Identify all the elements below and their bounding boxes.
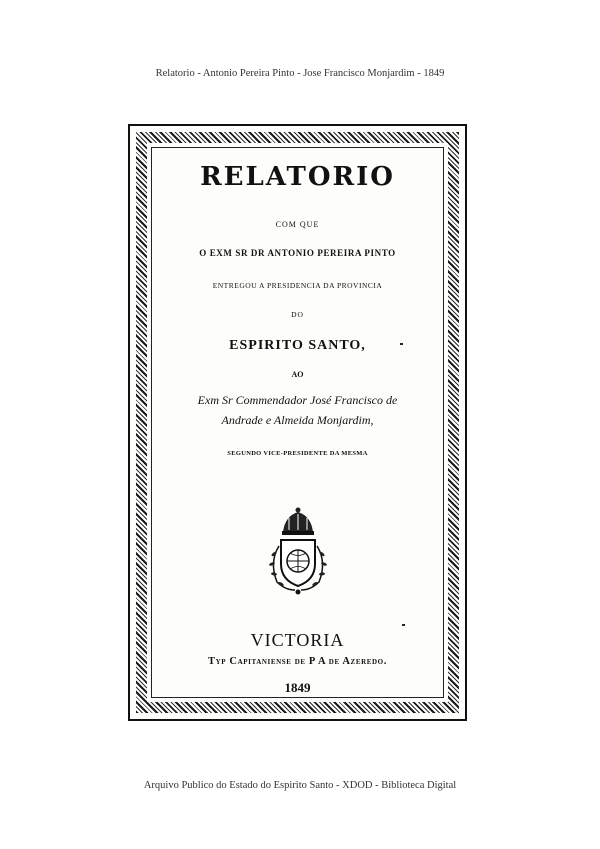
com-que-text: COM QUE	[275, 220, 320, 229]
publication-year: 1849	[284, 680, 311, 695]
document-title: RELATORIO	[200, 162, 395, 192]
page-footer: Arquivo Publico do Estado do Espirito Santo - XDOD - Biblioteca Digital	[143, 780, 457, 791]
vice-president-line: SEGUNDO VICE-PRESIDENTE DA MESMA	[227, 450, 368, 457]
imperial-coat-of-arms-icon	[263, 506, 333, 598]
entregou-line: ENTREGOU A PRESIDENCIA DA PROVINCIA	[212, 281, 383, 290]
ao-text: AO	[291, 370, 304, 379]
printer-line: Typ Capitaniense de P A de Azeredo.	[208, 656, 387, 667]
author-name-line: O EXM SR DR ANTONIO PEREIRA PINTO	[199, 248, 396, 258]
ink-speck	[400, 343, 403, 345]
title-page-frame	[128, 124, 467, 721]
addressee-line-1: Exm Sr Commendador José Francisco de	[197, 393, 398, 407]
do-text: DO	[291, 310, 304, 319]
addressee-line-2: Andrade e Almeida Monjardim,	[221, 413, 374, 427]
title-page-content	[152, 148, 443, 697]
province-name: ESPIRITO SANTO,	[229, 338, 366, 353]
ink-speck	[402, 624, 405, 626]
page-header: Relatorio - Antonio Pereira Pinto - Jose Francisco Monjardim - 1849	[155, 68, 445, 79]
city-name: VICTORIA	[250, 630, 345, 650]
